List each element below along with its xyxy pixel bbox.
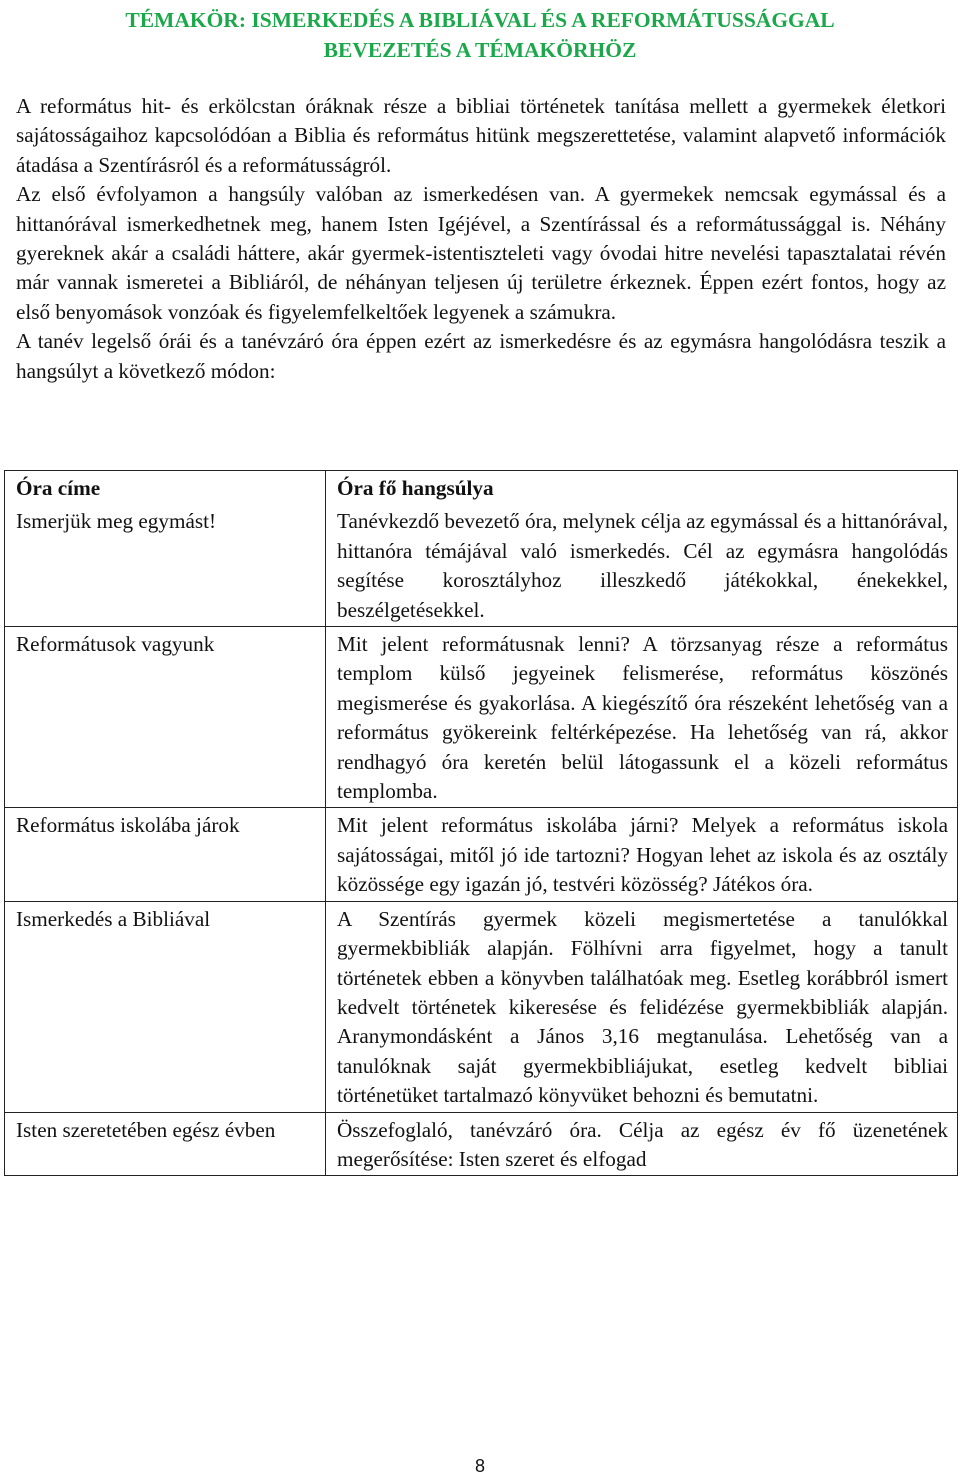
table-row — [5, 1112, 958, 1176]
header-lesson-title: Óra címe — [5, 471, 326, 505]
lesson-title-cell: Ismerkedés a Bibliával — [5, 901, 326, 1112]
lesson-focus-cell: Tanévkezdő bevezető óra, melynek célja az egymással és a hittanórával, hittanóra témájával való ismerkedés. Cél az egymásra hangolódás segítése korosztályhoz illeszkedő játékokkal, énekekkel, beszélgetésekkel. — [326, 504, 958, 626]
intro-text — [16, 92, 946, 386]
lesson-title-cell: Református iskolába járok — [5, 808, 326, 901]
lesson-focus-cell: Mit jelent reformátusnak lenni? A törzsanyag része a református templom külső jegyeinek felismerése, református köszönés megismerése és gyakorlása. A kiegészítő óra részeként lehetőség van a református gyökereink feltérképezése. Ha lehetőség van rá, akkor rendhagyó óra keretén belül látogassunk el a közeli református templomba. — [326, 627, 958, 808]
table-row — [5, 808, 958, 901]
header-lesson-focus: Óra fő hangsúlya — [326, 471, 958, 505]
intro-paragraph-2: Az első évfolyamon a hangsúly valóban az ismerkedésen van. A gyermekek nemcsak egymással és a hittanórával ismerkedhetnek meg, hanem Isten Igéjével, a Szentírással és a reformátussággal is. Néhány gyereknek akár a családi háttere, akár gyermek-istentiszteleti vagy óvodai hitre nevelési tapasztalatai révén már vannak ismeretei a Bibliáról, de néhányan teljesen új területre érkeznek. Éppen ezért fontos, hogy az első benyomások vonzóak és figyelemfelkeltőek legyenek a számukra. — [16, 182, 946, 324]
lesson-focus-cell: Összefoglaló, tanévzáró óra. Célja az egész év fő üzenetének megerősítése: Isten szeret és elfogad — [326, 1112, 958, 1176]
table-header-row — [5, 471, 958, 505]
lesson-focus-cell: Mit jelent református iskolába járni? Melyek a református iskola sajátosságai, mitől jó ide tartozni? Hogyan lehet az iskola és az osztály közössége egy igazán jó, testvéri közösség? Játékos óra. — [326, 808, 958, 901]
section-heading — [0, 5, 960, 65]
lesson-table — [4, 470, 958, 1176]
table-row — [5, 627, 958, 808]
heading-intro: BEVEZETÉS A TÉMAKÖRHÖZ — [323, 38, 637, 62]
heading-topic: TÉMAKÖR: ISMERKEDÉS A BIBLIÁVAL ÉS A REFORMÁTUSSÁGGAL — [125, 8, 835, 32]
table-row — [5, 901, 958, 1112]
intro-paragraph-1: A református hit- és erkölcstan óráknak része a bibliai történetek tanítása mellett a gyermekek életkori sajátosságaihoz kapcsolódóan a Biblia és református hitünk megszerettetése, valamint alapvető információk átadása a Szentírásról és a reformátusságról. — [16, 94, 946, 177]
page-number: 8 — [474, 1456, 485, 1476]
intro-paragraph-3: A tanév legelső órái és a tanévzáró óra éppen ezért az ismerkedésre és az egymásra hangolódásra teszik a hangsúlyt a következő módon: — [16, 329, 946, 383]
table-row — [5, 504, 958, 626]
lesson-focus-cell: A Szentírás gyermek közeli megismertetése a tanulókkal gyermekbibliák alapján. Fölhívni arra figyelmet, hogy a tanult történetek ebben a könyvben találhatóak meg. Esetleg korábbról ismert kedvelt történetek kikeresése és felidézése gyermekbibliák alapján. Aranymondásként a János 3,16 megtanulása. Lehetőség van a tanulóknak saját gyermekbibliájukat, esetleg kedvelt bibliai történetüket tartalmazó könyvüket behozni és bemutatni. — [326, 901, 958, 1112]
lesson-title-cell: Ismerjük meg egymást! — [5, 504, 326, 626]
lesson-title-cell: Reformátusok vagyunk — [5, 627, 326, 808]
lesson-title-cell: Isten szeretetében egész évben — [5, 1112, 326, 1176]
